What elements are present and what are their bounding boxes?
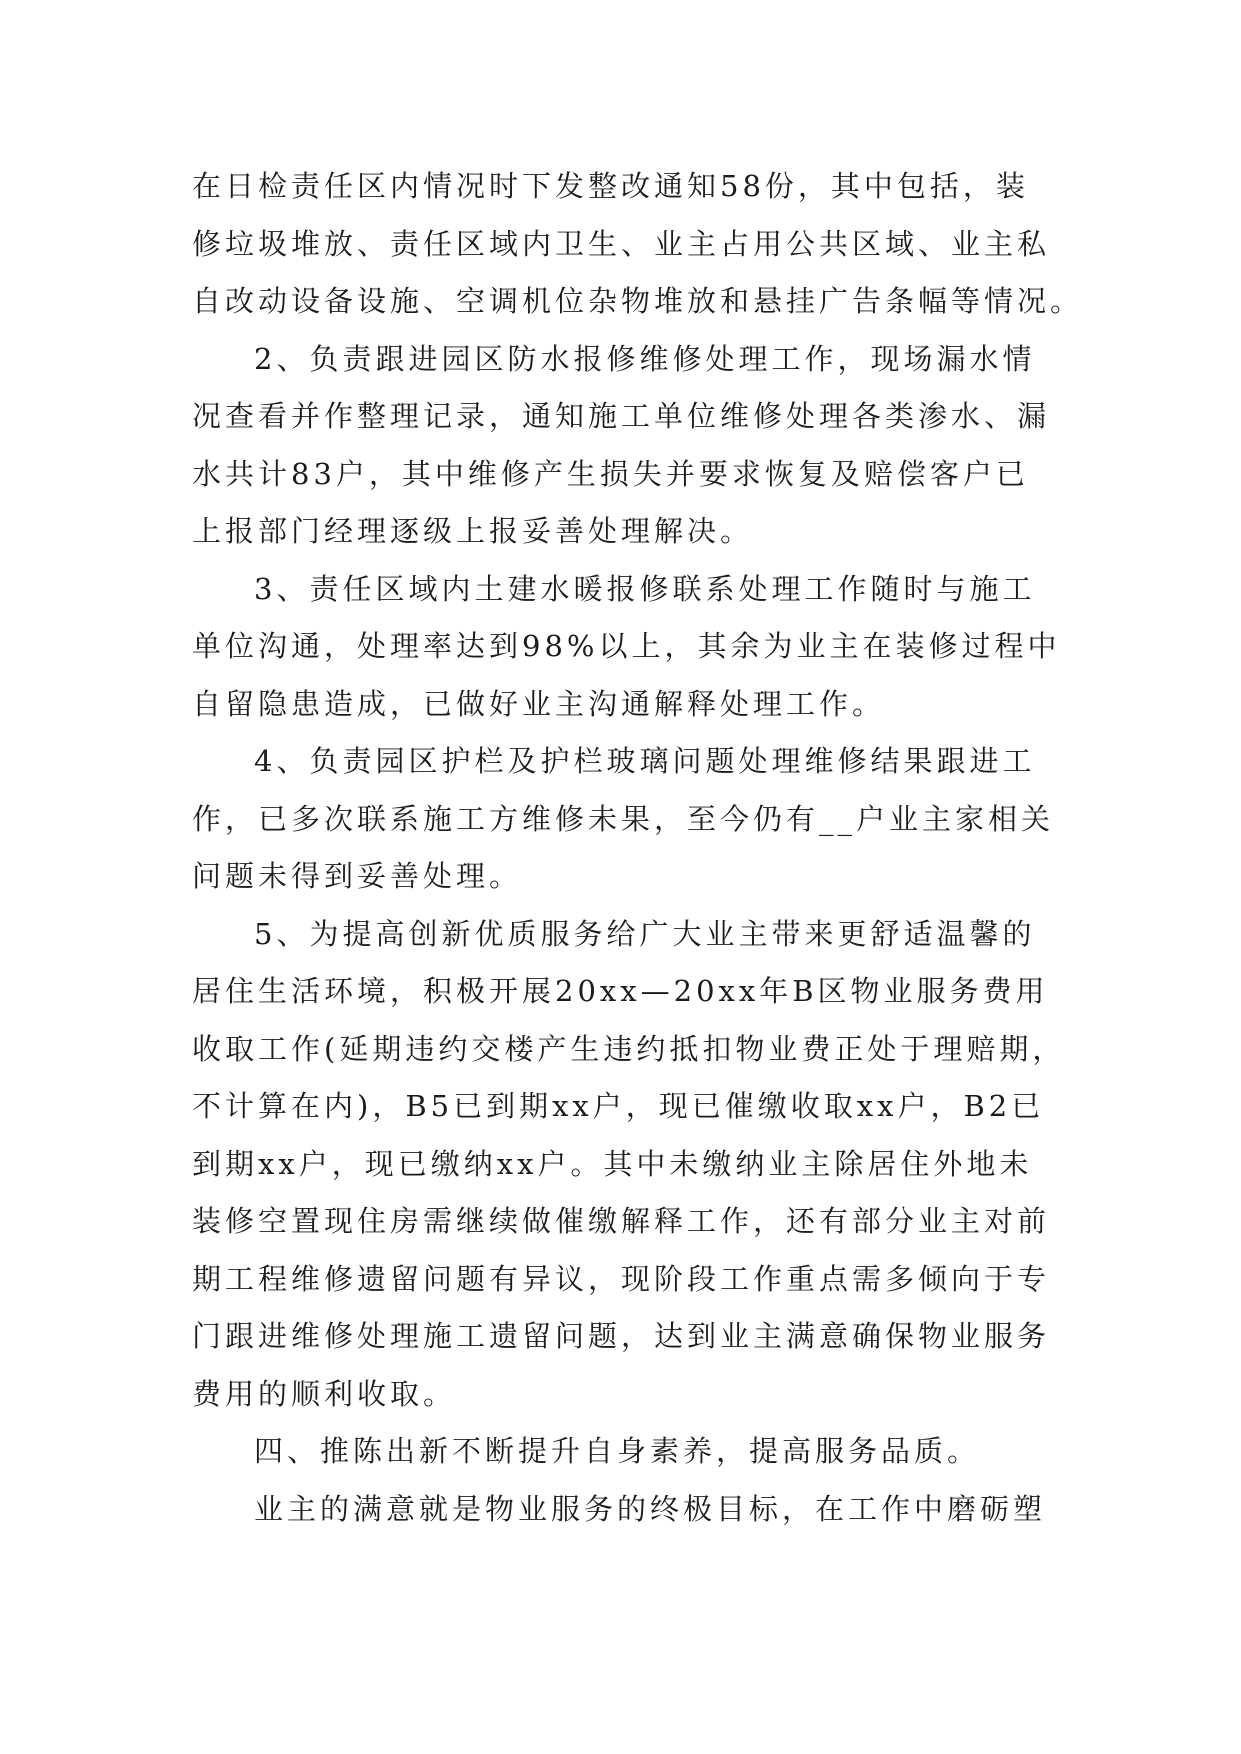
text-line: 单位沟通，处理率达到98%以上，其余为业主在装修过程中 xyxy=(192,629,1061,663)
text-line: 水共计83户，其中维修产生损失并要求恢复及赔偿客户已 xyxy=(192,456,1029,491)
text-line: 到期xx户，现已缴纳xx户。其中未缴纳业主除居住外地未 xyxy=(192,1146,1033,1181)
text-line: 上报部门经理逐级上报妥善处理解决。 xyxy=(192,514,754,548)
paragraph-start-line: 2、负责跟进园区防水报修维修处理工作，现场漏水情 xyxy=(254,341,1036,376)
text-line: 自改动设备设施、空调机位杂物堆放和悬挂广告条幅等情况。 xyxy=(192,284,1084,318)
text-line: 修垃圾堆放、责任区域内卫生、业主占用公共区域、业主私 xyxy=(192,226,1051,261)
section-heading-line: 四、推陈出新不断提升自身素养，提高服务品质。 xyxy=(254,1434,981,1468)
text-line: 问题未得到妥善处理。 xyxy=(192,859,523,893)
text-line: 自留隐患造成，已做好业主沟通解释处理工作。 xyxy=(192,686,886,721)
paragraph-start-line: 业主的满意就是物业服务的终极目标，在工作中磨砺塑 xyxy=(254,1491,1047,1526)
paragraph-start-line: 5、为提高创新优质服务给广大业主带来更舒适温馨的 xyxy=(254,916,1036,951)
paragraph-start-line: 4、负责园区护栏及护栏玻璃问题处理维修结果跟进工 xyxy=(254,744,1036,778)
text-line: 门跟进维修处理施工遗留问题，达到业主满意确保物业服务 xyxy=(192,1319,1051,1353)
text-line: 期工程维修遗留问题有异议，现阶段工作重点需多倾向于专 xyxy=(192,1261,1051,1296)
text-line: 装修空置现住房需继续做催缴解释工作，还有部分业主对前 xyxy=(192,1204,1051,1238)
text-line: 收取工作(延期违约交楼产生违约抵扣物业费正处于理赔期， xyxy=(192,1031,1066,1066)
text-line: 不计算在内)，B5已到期xx户，现已催缴收取xx户，B2已 xyxy=(192,1089,1045,1123)
text-line: 在日检责任区内情况时下发整改通知58份，其中包括，装 xyxy=(192,169,1029,203)
paragraph-start-line: 3、责任区域内土建水暖报修联系处理工作随时与施工 xyxy=(254,571,1036,606)
text-line: 费用的顺利收取。 xyxy=(192,1376,457,1411)
document-body xyxy=(192,158,1084,1538)
text-line: 居住生活环境，积极开展20xx—20xx年B区物业服务费用 xyxy=(192,974,1049,1008)
text-line: 况查看并作整理记录，通知施工单位维修处理各类渗水、漏 xyxy=(192,399,1051,433)
text-line: 作，已多次联系施工方维修未果，至今仍有__户业主家相关 xyxy=(192,801,1055,836)
